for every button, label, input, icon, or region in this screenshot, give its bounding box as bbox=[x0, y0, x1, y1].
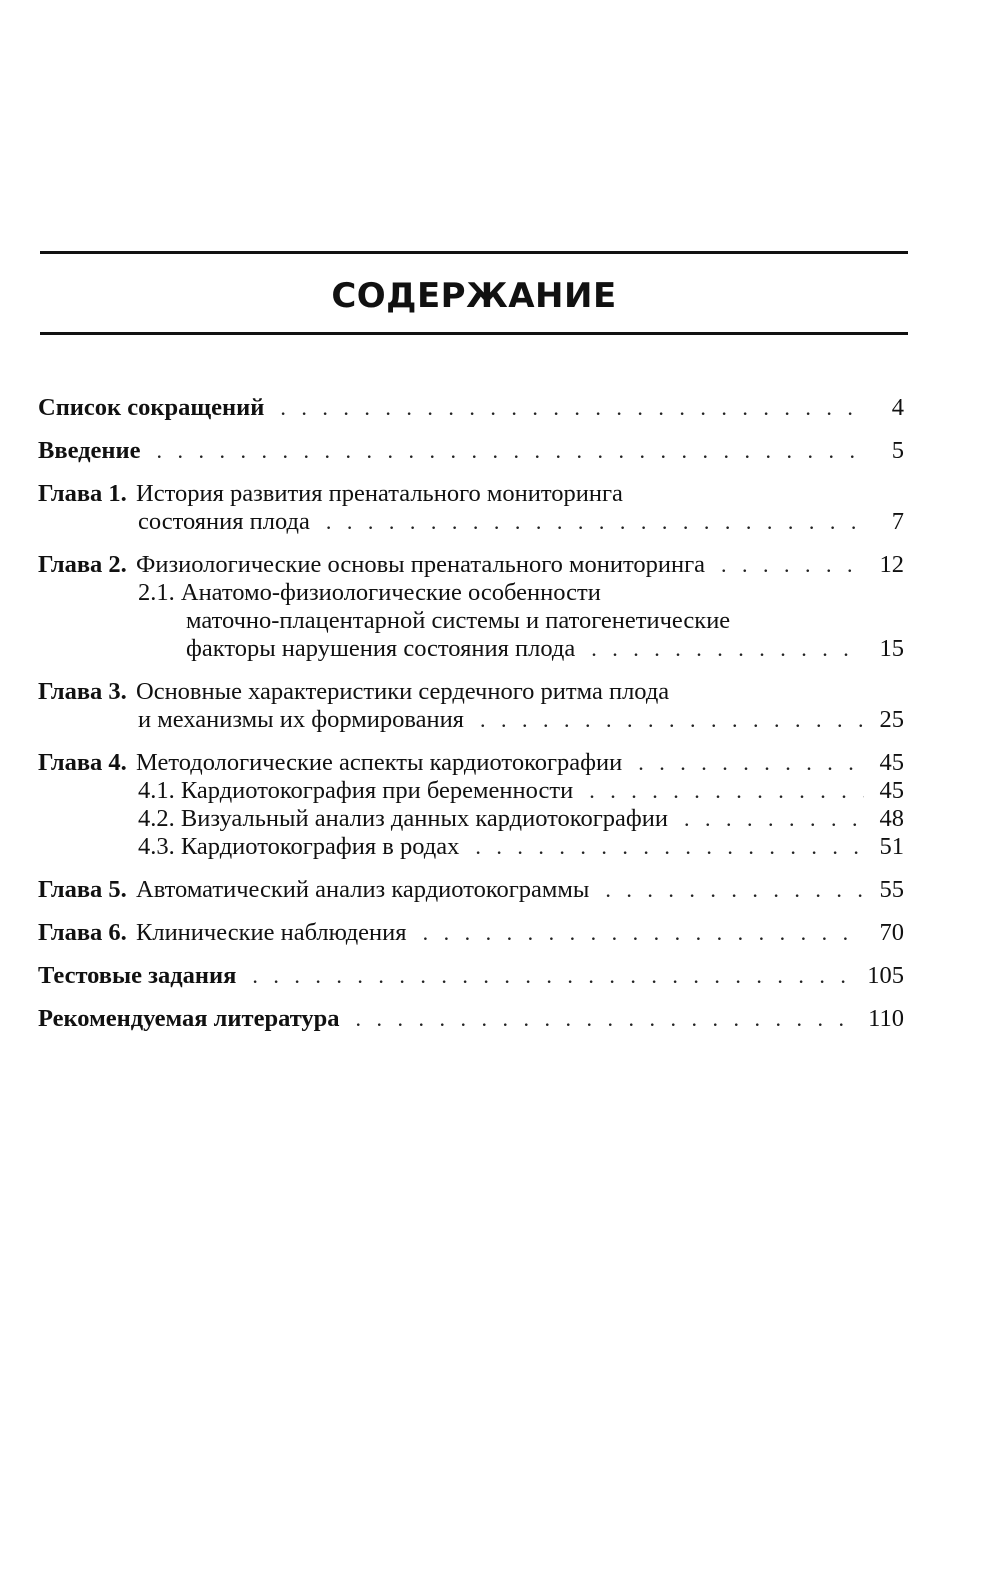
toc-label: Рекомендуемая литература bbox=[38, 1005, 340, 1032]
toc-page-number: 55 bbox=[879, 876, 904, 903]
toc-label: Основные характеристики сердечного ритма плода bbox=[136, 678, 670, 705]
toc-page-number: 15 bbox=[879, 635, 904, 662]
dot-leader bbox=[721, 551, 864, 579]
toc-entry-section-4-1[interactable] bbox=[38, 777, 904, 805]
toc-label: и механизмы их формирования bbox=[138, 706, 464, 733]
toc-label: Физиологические основы пренатального мониторинга bbox=[136, 551, 706, 578]
toc-page-number: 105 bbox=[867, 962, 904, 989]
toc-label: состояния плода bbox=[138, 508, 310, 535]
dot-leader bbox=[423, 919, 864, 947]
dot-leader bbox=[605, 876, 864, 904]
toc-entry-chapter-2[interactable] bbox=[38, 551, 904, 579]
dot-leader bbox=[638, 749, 864, 777]
toc-entry-chapter-3[interactable] bbox=[38, 678, 904, 734]
toc-entry-literature[interactable] bbox=[38, 1005, 904, 1033]
toc-page-number: 12 bbox=[879, 551, 904, 578]
toc-page-number: 7 bbox=[891, 508, 904, 535]
toc-entry-chapter-5[interactable] bbox=[38, 876, 904, 904]
toc-page-number: 5 bbox=[891, 437, 904, 464]
toc-page-number: 110 bbox=[868, 1005, 904, 1032]
dot-leader bbox=[280, 394, 864, 422]
toc-label: маточно-плацентарной системы и патогенетические bbox=[186, 607, 731, 634]
toc-label: 4.2. Визуальный анализ данных кардиотокографии bbox=[138, 805, 668, 832]
toc-label: Тестовые задания bbox=[38, 962, 237, 989]
toc-label: 4.3. Кардиотокография в родах bbox=[138, 833, 460, 860]
toc-page-number: 4 bbox=[891, 394, 904, 421]
toc-entry-section-4-3[interactable] bbox=[38, 833, 904, 861]
toc-entry-section-2-1[interactable] bbox=[38, 579, 904, 663]
toc-label: 4.1. Кардиотокография при беременности bbox=[138, 777, 574, 804]
toc-page-number: 25 bbox=[879, 706, 904, 733]
toc-page-number: 48 bbox=[879, 805, 904, 832]
toc-entry-chapter-4[interactable] bbox=[38, 749, 904, 777]
page-title: СОДЕРЖАНИЕ bbox=[331, 276, 617, 316]
toc-entry-abbreviations[interactable] bbox=[38, 394, 904, 422]
dot-leader bbox=[157, 437, 865, 465]
dot-leader bbox=[475, 833, 864, 861]
toc-entry-chapter-6[interactable] bbox=[38, 919, 904, 947]
toc-label: 2.1. Анатомо-физиологические особенности bbox=[138, 579, 601, 606]
chapter-prefix: Глава 2. bbox=[38, 551, 127, 578]
dot-leader bbox=[591, 635, 864, 663]
chapter-prefix: Глава 1. bbox=[38, 480, 127, 507]
dot-leader bbox=[356, 1005, 859, 1033]
dot-leader bbox=[684, 805, 864, 833]
chapter-prefix: Глава 5. bbox=[38, 876, 127, 903]
toc-label: Список сокращений bbox=[38, 394, 265, 421]
dot-leader bbox=[589, 777, 864, 805]
toc-label: Клинические наблюдения bbox=[136, 919, 407, 946]
toc-page-number: 45 bbox=[879, 777, 904, 804]
table-of-contents bbox=[38, 394, 904, 1033]
top-rule bbox=[40, 251, 908, 254]
toc-page-number: 45 bbox=[879, 749, 904, 776]
toc-label: факторы нарушения состояния плода bbox=[186, 635, 576, 662]
chapter-prefix: Глава 4. bbox=[38, 749, 127, 776]
toc-page-number: 70 bbox=[879, 919, 904, 946]
dot-leader bbox=[326, 508, 864, 536]
toc-entry-tests[interactable] bbox=[38, 962, 904, 990]
toc-entry-chapter-1[interactable] bbox=[38, 480, 904, 536]
chapter-prefix: Глава 3. bbox=[38, 678, 127, 705]
toc-label: Автоматический анализ кардиотокограммы bbox=[136, 876, 590, 903]
toc-label: Введение bbox=[38, 437, 141, 464]
bottom-rule bbox=[40, 332, 908, 335]
toc-entry-section-4-2[interactable] bbox=[38, 805, 904, 833]
toc-page-number: 51 bbox=[879, 833, 904, 860]
toc-label: Методологические аспекты кардиотокографии bbox=[136, 749, 623, 776]
dot-leader bbox=[480, 706, 864, 734]
chapter-prefix: Глава 6. bbox=[38, 919, 127, 946]
toc-entry-introduction[interactable] bbox=[38, 437, 904, 465]
toc-label: История развития пренатального мониторинга bbox=[136, 480, 623, 507]
dot-leader bbox=[252, 962, 857, 990]
